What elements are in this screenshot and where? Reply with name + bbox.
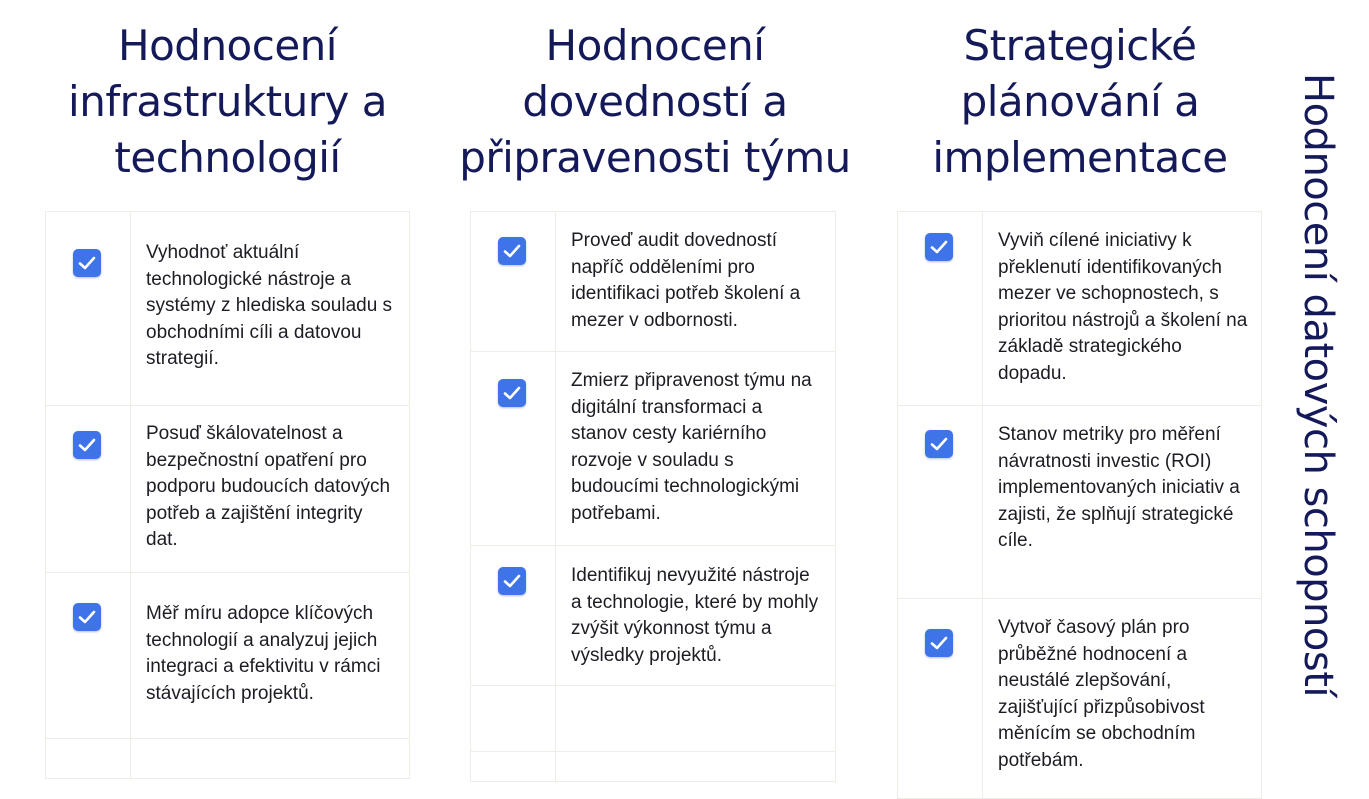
checkbox-checked-icon[interactable] bbox=[498, 567, 526, 595]
checklist-row bbox=[471, 352, 835, 546]
checkbox-checked-icon[interactable] bbox=[925, 629, 953, 657]
checkbox-checked-icon[interactable] bbox=[73, 603, 101, 631]
checklist-item-text: Identifikuj nevyužité nástroje a technologie, které by mohly zvýšit výkonnost týmu a výsledky projektů. bbox=[571, 565, 819, 666]
checklist-item-text: Zmierz připravenost týmu na digitální transformaci a stanov cesty kariérního rozvoje v souladu s budoucími technologickými potřebami. bbox=[571, 370, 812, 524]
checklist-row-empty bbox=[46, 739, 409, 779]
checklist-item-text: Posuď škálovatelnost a bezpečnostní opatření pro podporu budoucích datových potřeb a zajištění integrity dat. bbox=[146, 423, 391, 550]
checkbox-checked-icon[interactable] bbox=[925, 233, 953, 261]
checklist-item-text: Vyviň cílené iniciativy k překlenutí identifikovaných mezer ve schopnostech, s prioritou nástrojů a školení na základě strategického dopadu. bbox=[998, 230, 1248, 384]
checklist-row bbox=[471, 212, 835, 352]
checkbox-checked-icon[interactable] bbox=[498, 379, 526, 407]
checklist-row bbox=[46, 406, 409, 573]
checkbox-checked-icon[interactable] bbox=[498, 237, 526, 265]
checklist-item-text: Proveď audit dovedností napříč odděleními pro identifikaci potřeb školení a mezer v odbornosti. bbox=[571, 230, 801, 331]
checklist-row bbox=[898, 599, 1261, 799]
checklist-row-empty bbox=[471, 686, 835, 752]
checklist-item-text: Stanov metriky pro měření návratnosti investic (ROI) implementovaných iniciativ a zajisti, že splňují strategické cíle. bbox=[998, 424, 1240, 551]
checklist-row bbox=[471, 546, 835, 686]
checklist-row bbox=[898, 212, 1261, 406]
checklist-row-empty bbox=[471, 752, 835, 782]
checklist-strategic-planning bbox=[897, 211, 1262, 799]
checklist-item-text: Měř míru adopce klíčových technologií a analyzuj jejich integraci a efektivitu v rámci stávajících projektů. bbox=[146, 603, 381, 704]
checkbox-checked-icon[interactable] bbox=[73, 431, 101, 459]
column-title-strategic-planning: Strategické plánování a implementace bbox=[932, 21, 1228, 182]
checklist-infrastructure bbox=[45, 211, 410, 779]
checklist-item-text: Vyhodnoť aktuální technologické nástroje a systémy z hlediska souladu s obchodními cíli a datovou strategií. bbox=[146, 242, 393, 369]
checklist-team-skills bbox=[470, 211, 836, 782]
side-title: Hodnocení datových schopností bbox=[1295, 72, 1341, 697]
checklist-row bbox=[46, 573, 409, 739]
checkbox-checked-icon[interactable] bbox=[925, 430, 953, 458]
checklist-row bbox=[898, 406, 1261, 599]
column-title-team-skills: Hodnocení dovedností a připravenosti týmu bbox=[459, 21, 851, 182]
column-title-infrastructure: Hodnocení infrastruktury a technologií bbox=[68, 21, 387, 182]
checklist-row bbox=[46, 212, 409, 406]
checkbox-checked-icon[interactable] bbox=[73, 249, 101, 277]
checklist-item-text: Vytvoř časový plán pro průběžné hodnocení a neustálé zlepšování, zajišťující přizpůsobivost měnícím se obchodním potřebám. bbox=[998, 617, 1205, 771]
